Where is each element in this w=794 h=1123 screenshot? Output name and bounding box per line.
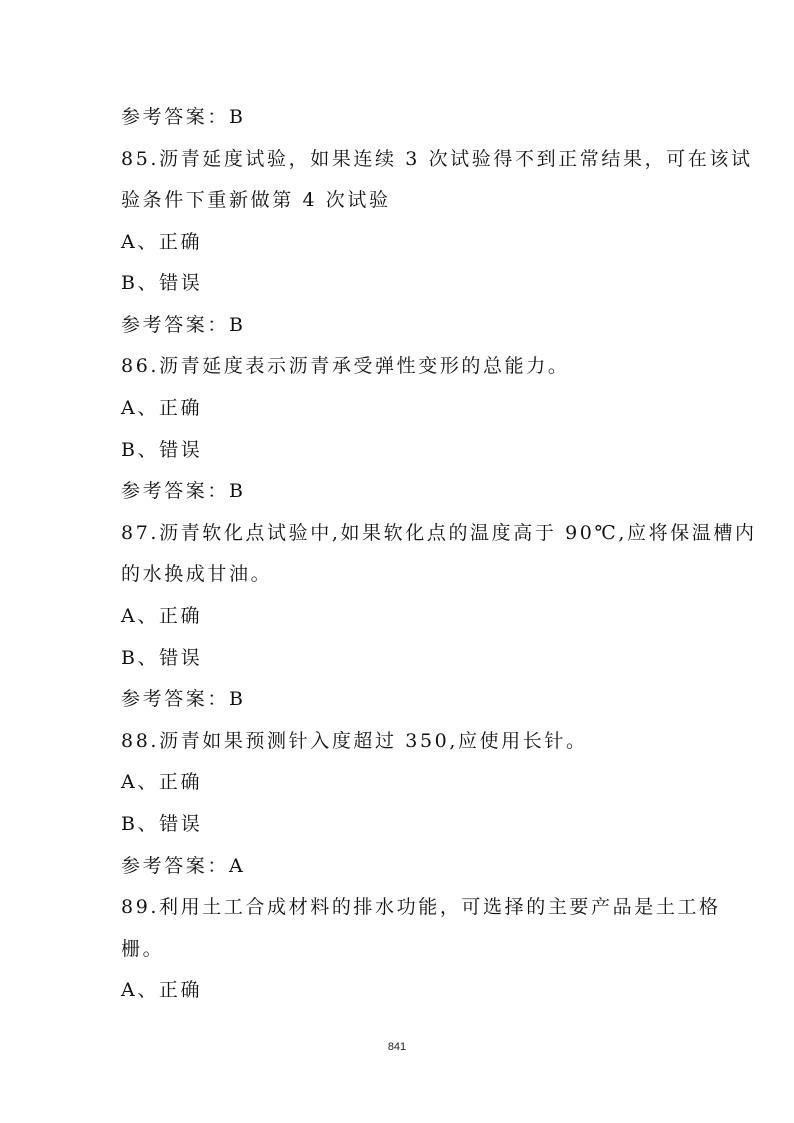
option-85-a: A、正确 — [121, 231, 203, 253]
answer-85: 参考答案：B — [121, 314, 246, 336]
question-86: 86.沥青延度表示沥青承受弹性变形的总能力。 — [121, 355, 570, 377]
question-85-line-1: 85.沥青延度试验，如果连续 3 次试验得不到正常结果，可在该试 — [121, 148, 753, 170]
answer-87: 参考答案：B — [121, 688, 246, 710]
question-89-line-1: 89.利用土工合成材料的排水功能，可选择的主要产品是土工格 — [121, 896, 721, 918]
option-86-a: A、正确 — [121, 397, 203, 419]
answer-88: 参考答案：A — [121, 855, 246, 877]
option-86-b: B、错误 — [121, 439, 203, 461]
option-87-a: A、正确 — [121, 605, 203, 627]
option-88-a: A、正确 — [121, 771, 203, 793]
option-89-a: A、正确 — [121, 979, 203, 1001]
question-88: 88.沥青如果预测针入度超过 350,应使用长针。 — [121, 730, 588, 752]
question-85-line-2: 验条件下重新做第 4 次试验 — [121, 189, 391, 211]
answer-86: 参考答案：B — [121, 480, 246, 502]
question-89-line-2: 栅。 — [121, 938, 165, 960]
option-87-b: B、错误 — [121, 647, 203, 669]
question-87-line-1: 87.沥青软化点试验中,如果软化点的温度高于 90℃,应将保温槽内 — [121, 522, 757, 544]
answer-84: 参考答案：B — [121, 106, 246, 128]
page-number: 841 — [387, 1041, 407, 1053]
option-85-b: B、错误 — [121, 272, 203, 294]
option-88-b: B、错误 — [121, 813, 203, 835]
question-87-line-2: 的水换成甘油。 — [121, 563, 273, 585]
